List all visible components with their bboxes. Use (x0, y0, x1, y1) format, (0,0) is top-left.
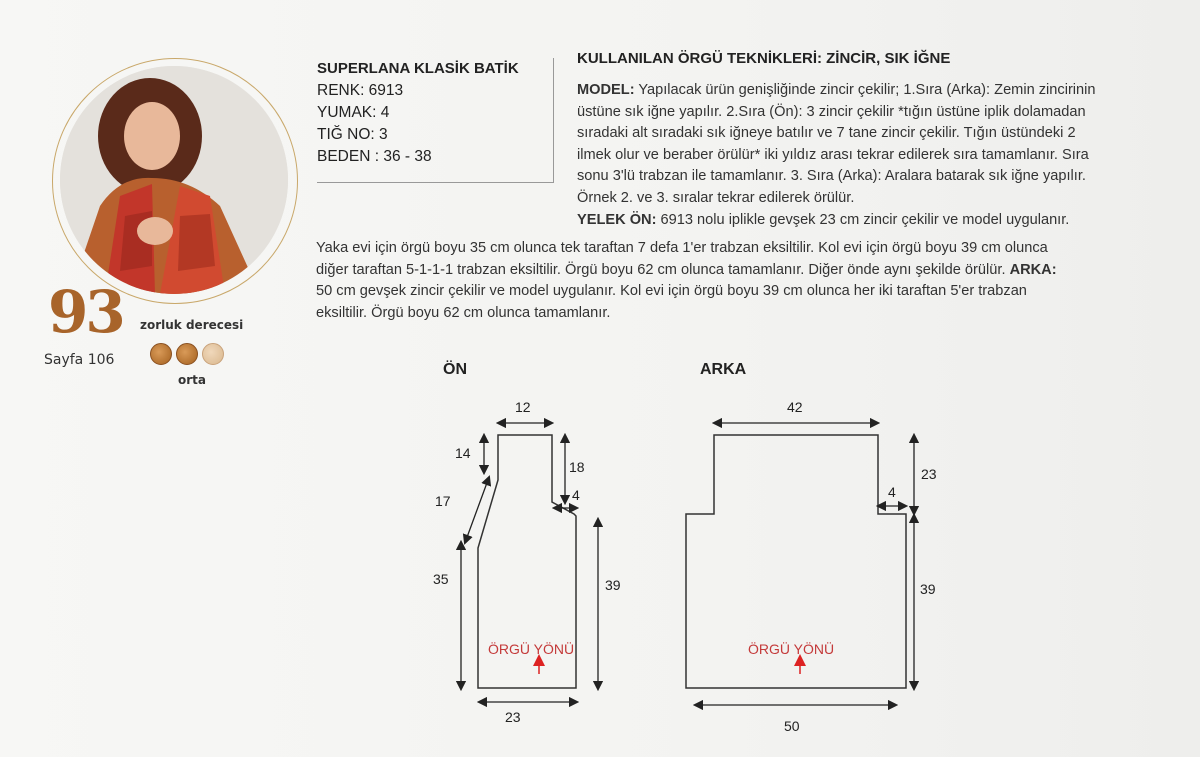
hook-size: TIĞ NO: 3 (317, 126, 388, 143)
label-front-armhole-width: 4 (572, 487, 580, 503)
front-direction-label: ÖRGÜ YÖNÜ (488, 641, 575, 657)
instruction-line: MODEL: Yapılacak ürün genişliğinde zincir çekilir; 1.Sıra (Arka): Zemin zincirinin (577, 82, 1096, 98)
back-direction-label: ÖRGÜ YÖNÜ (748, 641, 835, 657)
difficulty-value: orta (178, 373, 206, 387)
instruction-line: üstüne sık iğne yapılır. 2.Sıra (Ön): 3 zincir çekilir *tığın üstüne iplik dolamadan (577, 103, 1086, 120)
instruction-line: YELEK ÖN: 6913 nolu iplikle gevşek 23 cm zincir çekilir ve model uygulanır. (577, 211, 1070, 228)
label-front-neck-vertical: 14 (455, 445, 471, 461)
yarn-skeins: YUMAK: 4 (317, 104, 390, 121)
instruction-line: sıradaki alt sıradaki sık iğneye batılır ve 7 tane zincir çekilir. Tığın üstündeki 2 (577, 125, 1076, 142)
label-front-neck-slant: 17 (435, 493, 451, 509)
garment-size: BEDEN : 36 - 38 (317, 148, 432, 165)
label-front-left: 35 (433, 571, 449, 587)
front-title: ÖN (443, 361, 467, 378)
label-back-bottom: 50 (784, 718, 800, 734)
instruction-line: Yaka evi için örgü boyu 35 cm olunca tek taraftan 7 defa 1'er trabzan eksiltilir. Kol evi için örgü boyu 39 cm olunca (316, 240, 1048, 256)
dim-front-neck-slant (466, 480, 488, 540)
label-front-right: 39 (605, 577, 621, 593)
page-reference: Sayfa 106 (44, 352, 115, 368)
instruction-line: ilmek olur ve beraber örülür* iki yıldız arası tekrar edilerek sıra tamamlanır. Sıra (577, 146, 1089, 163)
yarn-color: RENK: 6913 (317, 82, 404, 99)
back-title: ARKA (700, 361, 747, 378)
instruction-line: Örnek 2. ve 3. sıralar tekrar edilerek örülür. (577, 189, 855, 206)
label-front-bottom: 23 (505, 709, 521, 725)
label-back-armhole-width: 4 (888, 484, 896, 500)
label-front-armhole-height: 18 (569, 459, 585, 475)
yarn-name: SUPERLANA KLASİK BATİK (317, 60, 519, 77)
label-back-armhole-height: 23 (921, 466, 937, 482)
techniques-title: KULLANILAN ÖRGÜ TEKNİKLERİ: ZİNCİR, SIK İĞNE (577, 50, 951, 67)
label-front-top: 12 (515, 399, 531, 415)
label-back-right: 39 (920, 581, 936, 597)
label-back-top: 42 (787, 399, 803, 415)
difficulty-label: zorluk derecesi (140, 318, 244, 332)
pattern-number: 93 (48, 278, 123, 346)
instruction-line: eksiltilir. Örgü boyu 62 cm olunca tamamlanır. (316, 304, 611, 321)
instruction-line: 50 cm gevşek zincir çekilir ve model uygulanır. Kol evi için örgü boyu 39 cm olunca her iki taraftan 5'er trabzan (316, 283, 1027, 300)
instruction-line: sonu 3'lü trabzan ile tamamlanır. 3. Sıra (Arka): Aralara batarak sık iğne yapılır. (577, 168, 1086, 185)
instruction-line: diğer taraftan 5-1-1-1 trabzan eksiltilir. Örgü boyu 62 cm olunca tamamlanır. Diğer önde aynı şekilde örülür. ARKA: (316, 261, 1057, 278)
